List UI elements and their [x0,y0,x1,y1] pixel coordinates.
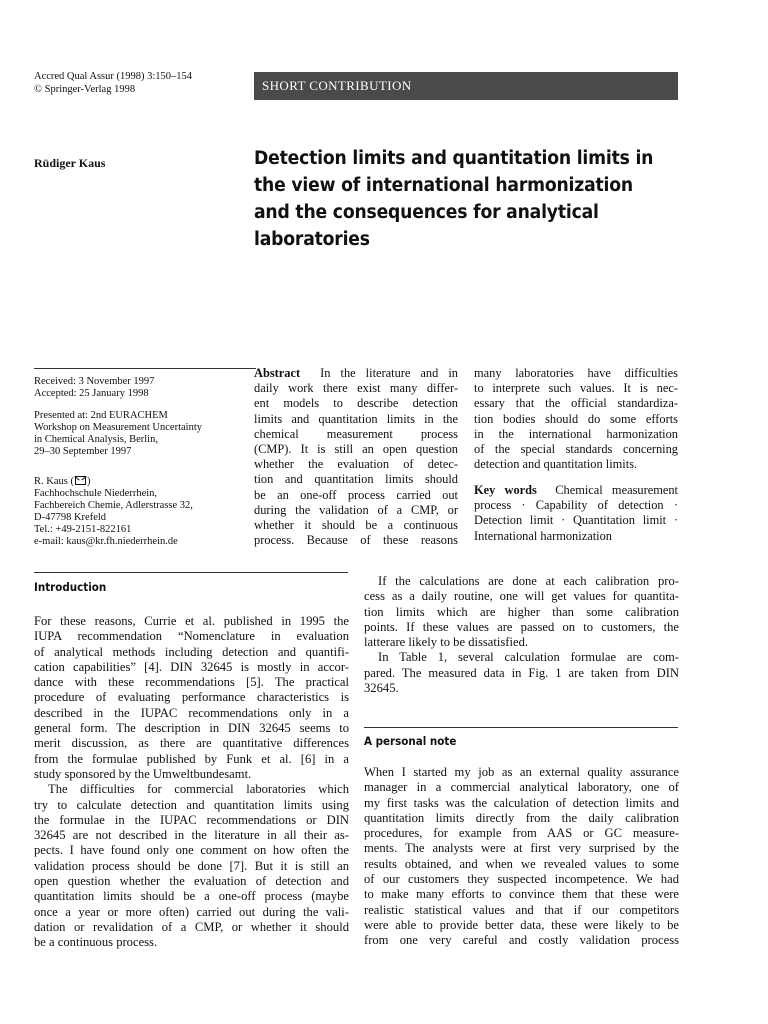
paragraph-line: be a continuous process. [34,935,158,950]
paragraph-line: In Table 1, several calculation formulae are com- [378,650,679,665]
paragraph-line: realistic statistical values and that if our competitors [364,902,679,917]
keywords-first-line [474,483,678,498]
address-line: Fachhochschule Niederrhein, [34,488,158,499]
accepted-date: Accepted: 25 January 1998 [34,388,149,399]
paragraph-line: manager in a commercial analytical laboratory, one of [364,780,679,795]
address-line: D-47798 Krefeld [34,512,107,523]
paragraph-line: IUPA recommendation “Nomenclature in evaluation [34,629,349,644]
abstract-line: whether the evaluation of detec- [254,457,458,472]
author-name: Rüdiger Kaus [34,156,106,170]
keywords-line: Detection limit · Quantitation limit · [474,513,678,528]
paragraph-line: points. If these values are passed on to customers, the [364,619,679,634]
address-line: Fachbereich Chemie, Adlerstrasse 32, [34,500,193,511]
abstract-line: process. Because of these reasons [254,533,458,548]
journal-citation: Accred Qual Assur (1998) 3:150–154 [34,71,193,82]
paragraph-line: from one very careful and costly validation process [364,933,679,948]
abstract-column-1 [254,366,458,548]
abstract-line: many laboratories have difficulties [474,366,678,380]
address-name-end: ) [86,476,91,487]
abstract-line: in the international harmonization [474,426,678,441]
abstract-line: during the validation of a CMP, or [254,502,458,517]
section-label-bar [254,72,678,100]
introduction-rule [34,572,348,573]
introduction-body [34,614,349,951]
paragraph-line: once a year or more often) carried out during the vali- [34,904,349,919]
abstract-line: essary that the official standardiza- [474,396,678,411]
paragraph-line: quantitation limits should be a one-off process (maybe [34,889,349,904]
paragraph-line: 32645 are not described in the literature in all their as- [34,828,349,843]
paragraph-line: cation capabilities” [4]. DIN 32645 is mostly in accor- [34,659,349,674]
paragraph-line: pects. I have found only one comment on how often the [34,843,349,858]
paragraph-line: dance with these recommendations [5]. The practical [34,675,349,690]
address-line: Tel.: +49-2151-822161 [34,524,132,535]
keyword-text: Chemical measurement [555,483,678,497]
paragraph-line: The difficulties for commercial laboratories which [48,782,349,797]
journal-info [34,70,254,96]
address-name-line [34,476,256,488]
paragraph-line: When I started my job as an external quality assurance [364,765,679,779]
abstract-line: daily work there exist many differ- [254,381,458,396]
introduction-heading: Introduction [34,580,107,594]
abstract-line: whether it should be a continuous [254,518,458,533]
paragraph-line: ments. The analysts were at first very surprised by the [364,841,679,856]
abstract-line: to interprete such values. It is nec- [474,381,678,396]
title-line: and the consequences for analytical [254,202,599,223]
presented-line: in Chemical Analysis, Berlin, [34,434,158,445]
article-title [254,145,654,253]
section-label: SHORT CONTRIBUTION [262,78,412,93]
abstract-column-2 [474,366,678,472]
paragraph-line: merit discussion, as there are quantitative differences [34,736,349,751]
address-name: R. Kaus ( [34,476,74,487]
keywords-line: International harmonization [474,528,612,543]
presented-line: 29–30 September 1997 [34,446,132,457]
title-line: the view of international harmonization [254,175,633,196]
paragraph-line: procedures, for example from AAS or GC measure- [364,826,679,841]
paragraph-line: to make many efforts to convince them that these were [364,887,679,902]
paragraph-line: cess as a daily routine, one will get values for quantita- [364,589,679,604]
abstract-line: tion bodies should do some efforts [474,411,678,426]
envelope-icon [75,476,86,485]
keywords-block [474,483,678,544]
right-column-body [364,574,679,696]
title-line: laboratories [254,229,370,250]
abstract-line: of the special standards concerning [474,442,678,457]
author-address [34,476,256,548]
paragraph-line: my first tasks was the calculation of detection limits and [364,795,679,810]
abstract-line: ent models to describe detection [254,396,458,411]
paragraph-line: If the calculations are done at each calibration pro- [378,574,679,588]
paragraph-line: validation process should be done [7]. But it is still an [34,858,349,873]
paragraph-line: try to calculate detection and quantitation limits using [34,797,349,812]
paragraph-line: dation or revalidation of a CMP, or whether it should [34,919,349,934]
abstract-text: In the literature and in [320,366,458,380]
paragraph-line: latterare likely to be dissatisfied. [364,635,529,650]
personal-note-rule [364,727,678,728]
paragraph-line: pared. The measured data in Fig. 1 are taken from DIN [364,665,679,680]
email-address: e-mail: kaus@kr.fh.niederrhein.de [34,536,178,547]
paragraph-line: were able to provide better data, these were likely to be [364,917,679,932]
abstract-line: limits and quantitation limits in the [254,411,458,426]
personal-note-heading: A personal note [364,734,457,748]
personal-note-body [364,765,679,949]
paragraph-line: 32645. [364,681,399,696]
paragraph-line: tion limits which are higher than some calibration [364,604,679,619]
paragraph-line: procedure of evaluating performance characteristics is [34,690,349,705]
presented-line: Presented at: 2nd EURACHEM [34,410,168,421]
paragraph-line: general form. The description in DIN 32645 seems to [34,721,349,736]
abstract-line: detection and quantitation limits. [474,457,638,472]
article-dates [34,376,256,400]
title-line: Detection limits and quantitation limits in [254,148,654,169]
paragraph-line: of analytical methods including detection and quantifi- [34,644,349,659]
paragraph-line: study sponsored by the Umweltbundesamt. [34,766,252,781]
abstract-line: tion and quantitation limits should [254,472,458,487]
abstract-first-line [254,366,458,381]
paragraph-line: the formulae in the IUPAC recommendations or DIN [34,812,349,827]
paragraph-line: For these reasons, Currie et al. published in 1995 the [34,614,349,628]
abstract-line: chemical measurement process [254,426,458,441]
abstract-line: be an one-off process carried out [254,487,458,502]
paragraph-line: of our customers they suspected incompetence. We had [364,872,679,887]
keywords-line: process · Capability of detection · [474,498,678,513]
paragraph-line: open question whether the evaluation of detection and [34,874,349,889]
abstract-label: Abstract [254,366,301,380]
received-date: Received: 3 November 1997 [34,376,155,387]
presented-line: Workshop on Measurement Uncertainty [34,422,202,433]
meta-divider [34,368,256,369]
publisher-copyright: © Springer-Verlag 1998 [34,84,136,95]
paragraph-line: quantitation limits directly from the daily calibration [364,810,679,825]
keywords-label: Key words [474,483,537,497]
abstract-line: (CMP). It is still an open question [254,442,458,457]
paragraph-line: described in the IUPAC recommendations only in a [34,705,349,720]
presented-note [34,410,256,458]
paragraph-line: from the formulae published by Funk et al. [6] in a [34,751,349,766]
paragraph-line: results obtained, and when we revealed values to some [364,856,679,871]
